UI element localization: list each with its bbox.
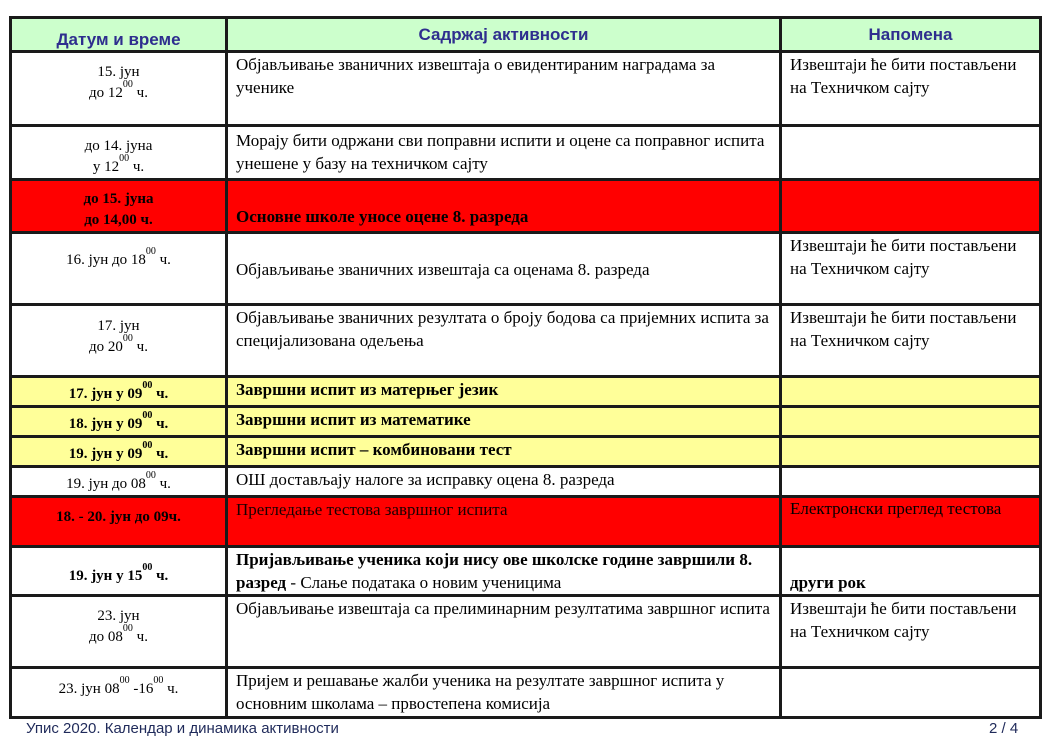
note-cell [781,407,1041,437]
activity-bold-text: Пријављивање ученика који нису ове школске године завршили 8. разред [236,550,753,592]
date-line: до 14,00 ч. [84,212,153,228]
activity-cell: Објављивање званичних извештаја са оценама 8. разреда [227,233,781,305]
activity-cell: Завршни испит – комбиновани тест [227,437,781,467]
time-superscript: 00 [145,246,156,257]
date-line: 17. јун [97,318,140,334]
date-cell: 18. - 20. јун до 09ч. [11,497,227,547]
activity-cell: Објављивање званичних резултата о броју бодова са пријемних испита за специјализована одељења [227,305,781,377]
date-text: ч. [152,446,169,462]
date-text: 19. јун до 08 [66,476,146,492]
header-date: Датум и време [11,18,227,52]
date-text: 19. јун у 09 [68,446,143,462]
table-row [11,547,1041,596]
note-cell: Извештаји ће бити постављени на Техничком сајту [781,305,1041,377]
date-text: ч. [155,476,171,492]
date-line [12,246,225,271]
date-cell [11,596,227,668]
time-superscript: 00 [122,623,133,634]
date-line [12,440,225,465]
date-cell [11,126,227,180]
date-text: ч. [132,85,148,101]
date-text: 18. јун у 09 [68,416,143,432]
date-line [12,333,225,358]
note-cell [781,377,1041,407]
date-line: до 14. јуна [84,138,153,154]
date-line [12,470,225,495]
date-text: ч. [163,681,179,697]
date-text: ч. [129,159,145,175]
note-cell: Извештаји ће бити постављени на Техничком сајту [781,52,1041,126]
table-header-row [11,18,1041,52]
header-note: Напомена [781,18,1041,52]
table-row [11,126,1041,180]
activity-cell: Завршни испит из матерњег језик [227,377,781,407]
footer-title: Упис 2020. Календар и динамика активности [26,720,339,737]
date-text: ч. [152,386,169,402]
time-superscript: 00 [122,333,133,344]
date-line: 23. јун [97,608,140,624]
activity-cell: Прегледање тестова завршног испита [227,497,781,547]
activity-cell: ОШ достављају налоге за исправку оцена 8. разреда [227,467,781,497]
date-line [12,675,225,700]
date-text: 17. јун у 09 [68,386,143,402]
table-row-highlight-yellow [11,407,1041,437]
time-superscript: 00 [142,440,153,451]
note-cell: Извештаји ће бити постављени на Техничком сајту [781,596,1041,668]
activity-cell: Пријем и решавање жалби ученика на резултате завршног испита у основним школама – првостепена комисија [227,668,781,718]
table-row [11,52,1041,126]
date-line [12,380,225,405]
time-superscript: 00 [142,410,153,421]
date-line: 15. јун [97,64,140,80]
date-cell [11,407,227,437]
note-cell: Извештаји ће бити постављени на Техничком сајту [781,233,1041,305]
date-cell [11,180,227,233]
time-superscript: 00 [153,675,164,686]
activity-cell: Морају бити одржани сви поправни испити и оцене са поправног испита унешене у базу на техничком сајту [227,126,781,180]
note-cell: други рок [781,547,1041,596]
date-text: ч. [152,568,169,584]
table-row-highlight-red [11,180,1041,233]
date-cell [11,377,227,407]
date-cell [11,467,227,497]
table-row [11,467,1041,497]
activity-cell: Завршни испит из математике [227,407,781,437]
note-cell: Електронски преглед тестова [781,497,1041,547]
time-superscript: 00 [142,562,153,573]
activity-cell: Објављивање званичних извештаја о евидентираним наградама за ученике [227,52,781,126]
time-superscript: 00 [119,153,130,164]
note-cell [781,180,1041,233]
activity-text: - Слање података о новим ученицима [286,573,562,592]
date-line [12,562,225,587]
date-text: ч. [155,252,171,268]
page-number: 2 / 4 [989,720,1019,737]
table-row-highlight-yellow [11,377,1041,407]
note-cell [781,437,1041,467]
table-row [11,233,1041,305]
table-row-highlight-yellow [11,437,1041,467]
date-text: до 12 [89,85,123,101]
date-line: до 15. јуна [83,191,154,207]
date-text: 16. јун до 18 [66,252,146,268]
date-cell [11,233,227,305]
note-cell [781,467,1041,497]
date-text: 19. јун у 15 [68,568,143,584]
date-text: до 20 [89,339,123,355]
time-superscript: 00 [122,79,133,90]
date-text: ч. [132,339,148,355]
date-text: 23. јун 08 [58,681,120,697]
time-superscript: 00 [142,380,153,391]
time-superscript: 00 [119,675,130,686]
activity-cell: Основне школе уносе оцене 8. разреда [227,180,781,233]
table-row [11,668,1041,718]
header-activity: Садржај активности [227,18,781,52]
table-row-highlight-red [11,497,1041,547]
table-row [11,596,1041,668]
date-line [12,153,225,178]
date-text: ч. [132,629,148,645]
date-text: -16 [129,681,154,697]
date-cell [11,668,227,718]
activity-cell [227,547,781,596]
date-cell [11,437,227,467]
date-line [12,79,225,104]
date-line [12,410,225,435]
table-row [11,305,1041,377]
date-cell [11,52,227,126]
date-cell [11,305,227,377]
activity-cell: Објављивање извештаја са прелиминарним резултатима завршног испита [227,596,781,668]
date-text: ч. [152,416,169,432]
note-cell [781,126,1041,180]
date-cell [11,547,227,596]
date-text: до 08 [89,629,123,645]
schedule-table [9,16,1042,719]
note-cell [781,668,1041,718]
date-text: у 12 [92,159,120,175]
time-superscript: 00 [145,470,156,481]
date-line [12,623,225,648]
